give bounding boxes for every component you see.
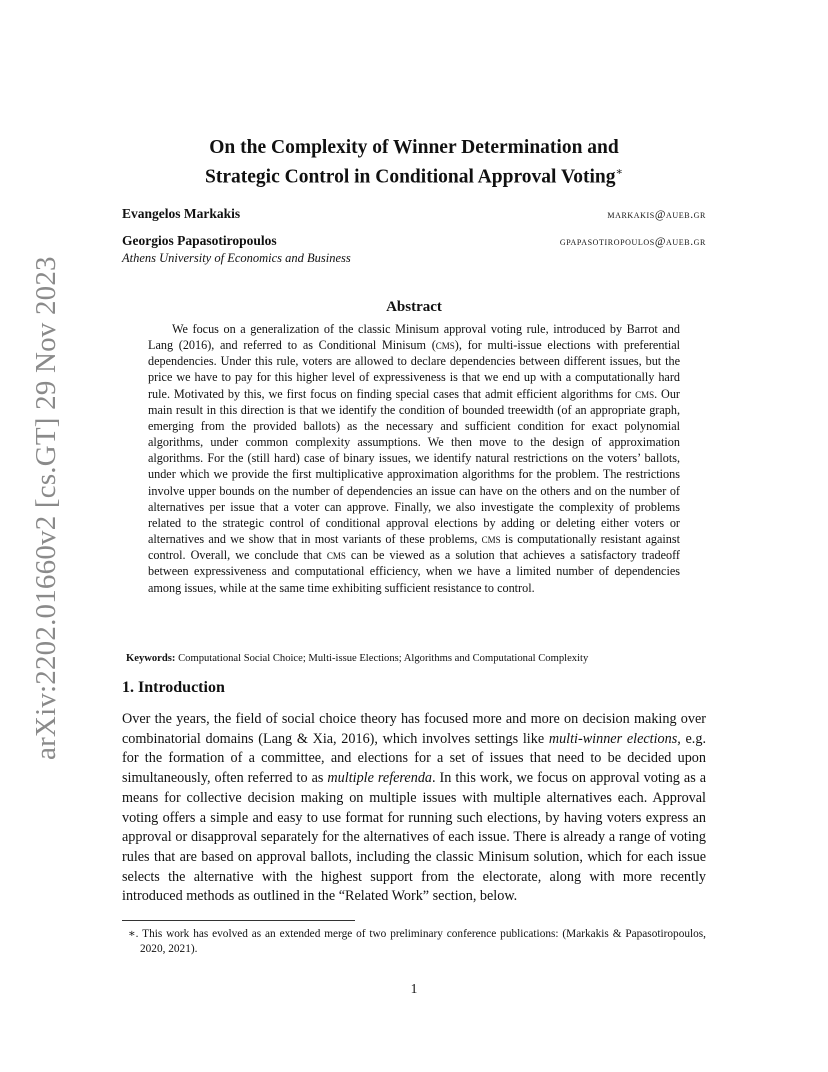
abstract-heading: Abstract [386, 299, 442, 315]
author-name: Georgios Papasotiropoulos [122, 233, 277, 248]
abstract-text-segment: is computationally resistant against control. Overall, we conclude that [148, 532, 680, 563]
keywords [126, 653, 706, 664]
title-footnote-mark: ∗ [615, 166, 623, 178]
abstract-text-segment: We focus on a generalization of the classic Minisum approval voting rule, introduced by Barrot and Lang (2016), and referred to as Conditional Minisum ( [148, 322, 680, 353]
footnote: ∗. This work has evolved as an extended merge of two preliminary conference publications: (Markakis & Papasotiropoulos, 2020, 2021). [128, 928, 706, 955]
author-name: Evangelos Markakis [122, 206, 241, 221]
intro-text-segment: . In this work, we focus on approval voting as a means for collective decision making on multiple issues with multiple alternatives each. Approval voting offers a simple and easy to use format for running such elections, by having voters express an approval or disapproval separately for the alternatives of each issue. There is already a range of voting rules that are based on approval ballots, including the classic Minisum solution, which for each issue selects the alternative with the highest support from the electorate, along with more recently introduced methods as outlined in the “Related Work” section, below. [122, 770, 707, 905]
keywords-text: Computational Social Choice; Multi-issue Elections; Algorithms and Computational Complexity [175, 653, 589, 664]
author-row [122, 206, 706, 222]
intro-text-segment: , e.g. for the formation of a committee, and elections for a set of issues that need to be decided upon simultaneously, often referred to as [122, 730, 706, 787]
cms-acronym: cms [635, 386, 655, 401]
abstract-text-segment: . Our main result in this direction is that we identify the condition of bounded treewidth (of an appropriate graph, emerging from the provided ballots) as the necessary and sufficient condition for exact polynomial algorithms, under common complexity assumptions. We then move to the design of approximation algorithms. For the (still hard) case of binary issues, we identify natural restrictions on the voters’ ballots, under which we provide the first multiplicative approximation algorithms for the problem. The restrictions involve upper bounds on the number of dependencies an issue can have on the others and on the number of alternatives per issue that a voter can approve. Finally, we also investigate the complexity of problems related to the strategic control of conditional approval elections by adding or deleting either voters or alternatives and we show that in most variants of these problems, [148, 386, 680, 547]
intro-emphasis: multi-winner elections [548, 730, 678, 747]
paper-title [120, 135, 708, 190]
cms-acronym: cms [326, 548, 346, 563]
abstract-text [148, 321, 680, 596]
author-email: markakis@aueb.gr [607, 209, 706, 221]
abstract-text-segment: can be viewed as a solution that achieves a satisfactory tradeoff between expressiveness and computational efficiency, when we have a limited number of dependencies among issues, while at the same time exhibiting sufficient resistance to control. [148, 548, 680, 595]
author-email: gpapasotiropoulos@aueb.gr [559, 236, 706, 248]
title-line-1: On the Complexity of Winner Determination and [209, 137, 619, 158]
intro-text-segment: Over the years, the field of social choice theory has focused more and more on decision making over combinatorial domains (Lang & Xia, 2016), which involves settings like [122, 711, 706, 747]
title-line-2: Strategic Control in Conditional Approval Voting [205, 166, 616, 188]
section-heading-introduction: 1. Introduction [122, 679, 225, 696]
cms-acronym: cms [481, 532, 501, 547]
abstract-text-segment: ), for multi-issue elections with preferential dependencies. Under this rule, voters are allowed to declare dependencies between different issues, but the price we have to pay for this higher level of expressiveness is that we end up with a computationally hard rule. Motivated by this, we first focus on finding special cases that admit efficient algorithms for [148, 338, 681, 401]
introduction-paragraph [122, 710, 706, 907]
intro-emphasis: multiple referenda [327, 770, 433, 787]
page-number: 1 [410, 981, 418, 996]
cms-acronym: cms [435, 338, 455, 353]
author-row [122, 233, 706, 249]
author-affiliation: Athens University of Economics and Business [122, 251, 351, 265]
footnote-divider [122, 920, 355, 921]
arxiv-identifier: arXiv:2202.01660v2 [cs.GT] 29 Nov 2023 [30, 256, 62, 760]
keywords-label: Keywords: [126, 653, 176, 664]
